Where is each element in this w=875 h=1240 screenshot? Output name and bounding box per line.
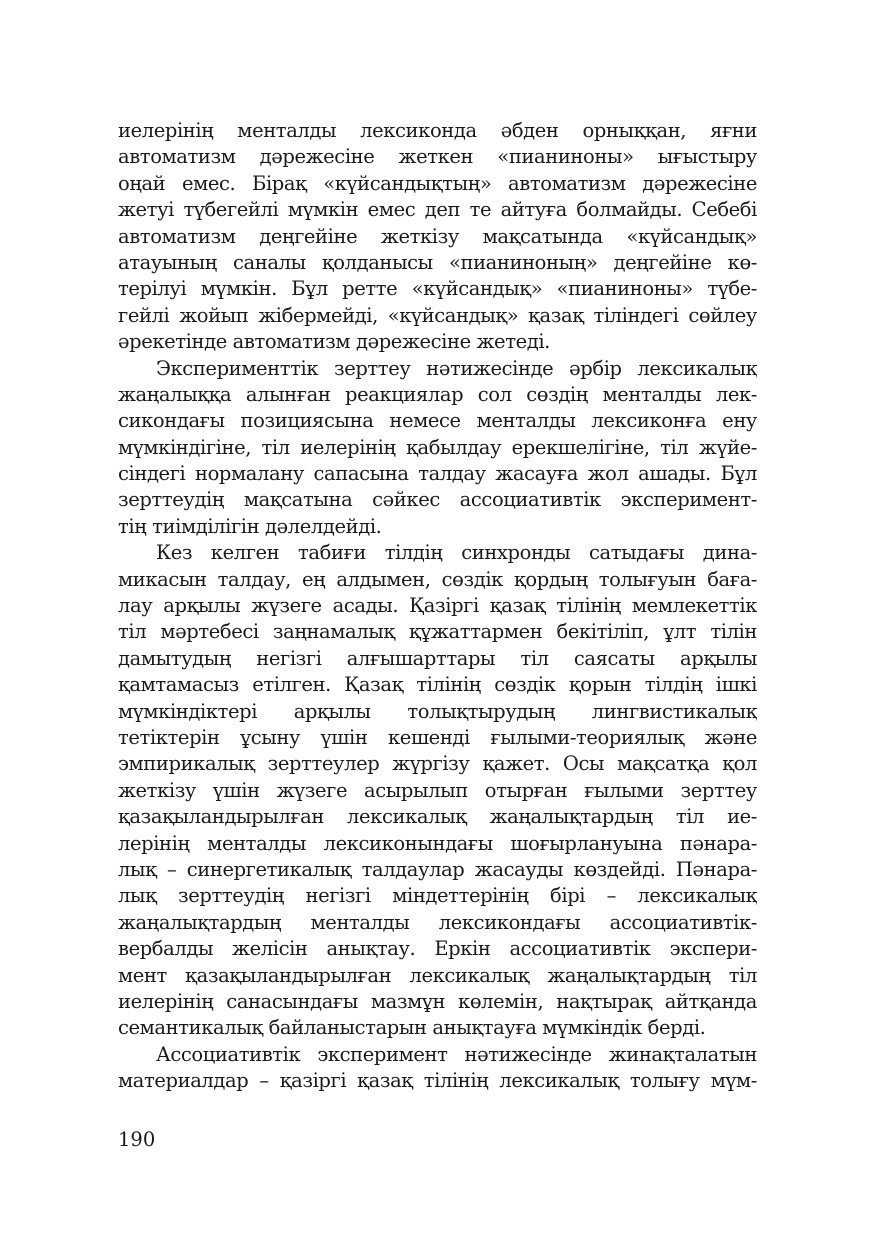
text-line: тіл мәртебесі заңнамалық құжаттармен бекітіліп, ұлт тілін xyxy=(118,620,757,644)
text-line: сіндегі нормалану сапасына талдау жасауға жол ашады. Бұл xyxy=(118,462,757,486)
text-line: қазақыландырылған лексикалық жаңалықтардың тіл ие- xyxy=(118,805,757,829)
text-line: лау арқылы жүзеге асады. Қазіргі қазақ тілінің мемлекеттік xyxy=(118,594,757,618)
text-line: мүмкіндіктері арқылы толықтырудың лингвистикалық xyxy=(118,699,757,723)
text-line: Кез келген табиғи тілдің синхронды сатыдағы дина- xyxy=(156,541,757,565)
text-line: әрекетінде автоматизм дәрежесіне жетеді. xyxy=(118,330,550,354)
text-line: тің тиімділігін дәлелдейді. xyxy=(118,514,382,538)
text-line: мент қазақыландырылған лексикалық жаңалықтардың тіл xyxy=(118,963,757,987)
text-line: дамытудың негізгі алғышарттары тіл саясаты арқылы xyxy=(118,646,757,670)
text-line: гейлі жойып жібермейді, «күйсандық» қазақ тіліндегі сөйлеу xyxy=(118,303,757,327)
paragraph xyxy=(118,356,757,541)
text-line: автоматизм деңгейіне жеткізу мақсатында «күйсандық» xyxy=(118,224,757,248)
text-line: иелерінің санасындағы мазмұн көлемін, нақтырақ айтқанда xyxy=(118,989,757,1013)
text-line: атауының саналы қолданысы «пианиноның» деңгейіне кө- xyxy=(118,250,757,274)
text-line: лық зерттеудің негізгі міндеттерінің бірі – лексикалық xyxy=(118,884,757,908)
paragraph xyxy=(118,1042,757,1095)
text-line: лық – синергетикалық талдаулар жасауды көздейді. Пәнара- xyxy=(118,857,757,881)
text-line: тетіктерін ұсыну үшін кешенді ғылыми-теориялық және xyxy=(118,725,757,749)
paragraph xyxy=(118,540,757,1041)
text-line: қамтамасыз етілген. Қазақ тілінің сөздік қорын тілдің ішкі xyxy=(118,673,757,697)
text-line: иелерінің менталды лексиконда әбден орныққан, яғни xyxy=(118,119,757,142)
text-line: мүмкіндігіне, тіл иелерінің қабылдау ерекшелігіне, тіл жүйе- xyxy=(118,435,757,459)
paragraph xyxy=(118,118,757,356)
text-line: микасын талдау, ең алдымен, сөздік қордың толығуын баға- xyxy=(118,567,757,591)
text-line: эмпирикалық зерттеулер жүргізу қажет. Осы мақсатқа қол xyxy=(118,752,757,776)
page-number: 190 xyxy=(118,1128,156,1151)
text-line: жеткізу үшін жүзеге асырылып отырған ғылыми зерттеу xyxy=(118,778,757,802)
text-line: зерттеудің мақсатына сәйкес ассоциативтік эксперимент- xyxy=(118,488,757,512)
text-line: терілуі мүмкін. Бұл ретте «күйсандық» «пианиноны» түбе- xyxy=(118,277,757,301)
text-line: оңай емес. Бірақ «күйсандықтың» автоматизм дәрежесіне xyxy=(118,171,757,195)
text-line: сикондағы позициясына немесе менталды лексиконға ену xyxy=(118,409,757,433)
text-line: Ассоциативтік эксперимент нәтижесінде жинақталатын xyxy=(156,1042,757,1066)
body-text xyxy=(118,118,757,1094)
text-line: семантикалық байланыстарын анықтауға мүмкіндік берді. xyxy=(118,1016,706,1040)
text-line: автоматизм дәрежесіне жеткен «пианиноны» ығыстыру xyxy=(118,145,757,169)
text-line: жетуі түбегейлі мүмкін емес деп те айтуға болмайды. Себебі xyxy=(118,198,757,222)
text-line: лерінің менталды лексиконындағы шоғырлануына пәнара- xyxy=(118,831,757,855)
text-line: жаңалыққа алынған реакциялар сол сөздің менталды лек- xyxy=(118,382,757,406)
text-line: материалдар – қазіргі қазақ тілінің лексикалық толығу мүм- xyxy=(118,1069,757,1093)
text-line: жаңалықтардың менталды лексикондағы ассоциативтік- xyxy=(118,910,757,934)
text-line: вербалды желісін анықтау. Еркін ассоциативтік экспери- xyxy=(118,937,757,961)
text-line: Эксперименттік зерттеу нәтижесінде әрбір лексикалық xyxy=(156,356,757,380)
